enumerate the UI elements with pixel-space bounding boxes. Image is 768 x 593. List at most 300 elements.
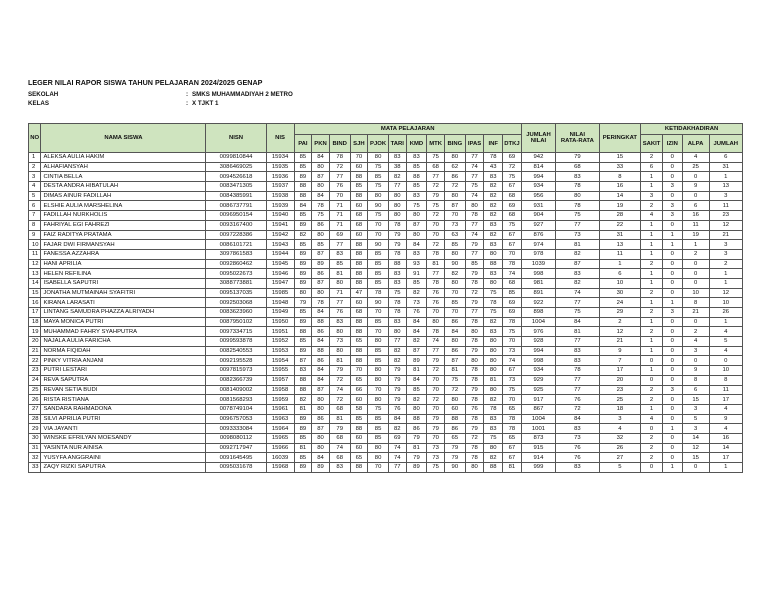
subject-score-cell: 89	[406, 463, 427, 473]
absence-cell: 8	[709, 375, 742, 385]
absence-cell: 11	[709, 201, 742, 211]
subject-score-cell: 78	[484, 404, 503, 414]
average-score-cell: 87	[556, 259, 600, 269]
total-score-cell: 917	[521, 395, 555, 405]
subject-score-cell: 72	[329, 162, 350, 172]
absence-cell: 0	[662, 288, 682, 298]
subject-score-cell: 65	[350, 375, 368, 385]
absence-cell: 10	[682, 288, 709, 298]
subject-score-cell: 83	[388, 317, 406, 327]
subject-score-cell: 72	[427, 182, 445, 192]
rank-cell: 12	[599, 327, 641, 337]
subject-score-cell: 84	[294, 201, 312, 211]
subject-score-cell: 79	[388, 375, 406, 385]
absence-cell: 2	[641, 259, 663, 269]
subject-score-cell: 75	[465, 182, 484, 192]
row-number: 28	[29, 414, 41, 424]
subject-score-cell: 60	[444, 404, 465, 414]
table-row	[29, 211, 743, 221]
subject-score-cell: 70	[444, 288, 465, 298]
subject-score-cell: 88	[350, 356, 368, 366]
subject-score-cell: 87	[444, 356, 465, 366]
subject-score-cell: 87	[406, 346, 427, 356]
rank-cell: 29	[599, 308, 641, 318]
absence-cell: 0	[662, 356, 682, 366]
nis-cell: 15963	[266, 414, 294, 424]
class-label: KELAS	[28, 100, 49, 107]
subject-score-cell: 79	[388, 230, 406, 240]
rank-cell: 27	[599, 453, 641, 463]
nis-cell: 15944	[266, 249, 294, 259]
subject-score-cell: 47	[350, 288, 368, 298]
subject-score-cell: 78	[388, 220, 406, 230]
absence-cell: 2	[641, 443, 663, 453]
student-name: YUSYFA ANGGRAINI	[41, 453, 206, 463]
student-name: ELSHIE AULIA MARSHELINA	[41, 201, 206, 211]
student-name: SANDARA RAHMADONA	[41, 404, 206, 414]
table-row	[29, 366, 743, 376]
subject-score-cell: 76	[329, 182, 350, 192]
absence-cell: 0	[682, 463, 709, 473]
average-score-cell: 83	[556, 424, 600, 434]
subject-score-cell: 81	[329, 356, 350, 366]
subject-score-cell: 89	[294, 278, 312, 288]
subject-score-cell: 79	[444, 443, 465, 453]
total-score-cell: 891	[521, 288, 555, 298]
subject-score-cell: 82	[484, 395, 503, 405]
rank-cell: 28	[599, 211, 641, 221]
absence-cell: 1	[641, 366, 663, 376]
subject-score-cell: 89	[294, 414, 312, 424]
row-number: 11	[29, 249, 41, 259]
subject-score-cell: 84	[406, 375, 427, 385]
absence-cell: 0	[662, 346, 682, 356]
row-number: 10	[29, 240, 41, 250]
subject-score-cell: 79	[427, 191, 445, 201]
subject-score-cell: 79	[388, 240, 406, 250]
average-score-cell: 79	[556, 153, 600, 163]
subject-score-cell: 74	[388, 443, 406, 453]
nisn-cell: 0084385991	[206, 191, 266, 201]
subject-score-cell: 83	[484, 424, 503, 434]
subject-score-cell: 79	[388, 366, 406, 376]
class-row	[28, 99, 744, 108]
subject-score-cell: 81	[294, 404, 312, 414]
average-score-cell: 83	[556, 172, 600, 182]
row-number: 5	[29, 191, 41, 201]
col-absence-total: JUMLAH	[709, 135, 742, 153]
absence-cell: 15	[682, 395, 709, 405]
subject-score-cell: 78	[503, 259, 522, 269]
absence-cell: 0	[662, 249, 682, 259]
student-name: FANESSA AZZAHRA	[41, 249, 206, 259]
absence-cell: 9	[682, 182, 709, 192]
subject-score-cell: 77	[465, 172, 484, 182]
subject-score-cell: 77	[465, 153, 484, 163]
absence-cell: 1	[641, 230, 663, 240]
col-subject: PKN	[312, 135, 330, 153]
rank-cell: 11	[599, 249, 641, 259]
subject-score-cell: 74	[465, 230, 484, 240]
nisn-cell: 3086469025	[206, 162, 266, 172]
subject-score-cell: 77	[465, 220, 484, 230]
average-score-cell: 68	[556, 162, 600, 172]
student-name: PUTRI LESTARI	[41, 366, 206, 376]
subject-score-cell: 74	[329, 443, 350, 453]
subject-score-cell: 88	[350, 327, 368, 337]
subject-score-cell: 67	[503, 240, 522, 250]
col-average-line1: NILAI	[569, 132, 586, 138]
subject-score-cell: 84	[406, 327, 427, 337]
student-name: FAIZ RADITYA PRATAMA	[41, 230, 206, 240]
absence-cell: 1	[709, 317, 742, 327]
subject-score-cell: 80	[388, 201, 406, 211]
subject-score-cell: 84	[312, 337, 330, 347]
subject-score-cell: 82	[388, 172, 406, 182]
subject-score-cell: 75	[388, 288, 406, 298]
subject-score-cell: 84	[312, 375, 330, 385]
table-row	[29, 317, 743, 327]
subject-score-cell: 67	[503, 443, 522, 453]
absence-cell: 9	[709, 414, 742, 424]
absence-cell: 0	[682, 317, 709, 327]
absence-cell: 2	[641, 453, 663, 463]
absence-cell: 2	[641, 201, 663, 211]
nis-cell: 16039	[266, 453, 294, 463]
subject-score-cell: 70	[503, 249, 522, 259]
subject-score-cell: 78	[329, 153, 350, 163]
table-row	[29, 259, 743, 269]
total-score-cell: 867	[521, 404, 555, 414]
subject-score-cell: 80	[484, 366, 503, 376]
absence-cell: 6	[682, 201, 709, 211]
subject-score-cell: 79	[465, 298, 484, 308]
subject-score-cell: 69	[329, 230, 350, 240]
subject-score-cell: 72	[427, 211, 445, 221]
nisn-cell: 0092503068	[206, 298, 266, 308]
subject-score-cell: 84	[312, 153, 330, 163]
subject-score-cell: 80	[312, 162, 330, 172]
subject-score-cell: 60	[350, 162, 368, 172]
average-score-cell: 83	[556, 463, 600, 473]
subject-score-cell: 80	[294, 288, 312, 298]
nis-cell: 15954	[266, 356, 294, 366]
subject-score-cell: 85	[312, 240, 330, 250]
absence-cell: 2	[641, 153, 663, 163]
subject-score-cell: 88	[312, 346, 330, 356]
average-score-cell: 83	[556, 269, 600, 279]
subject-score-cell: 69	[503, 308, 522, 318]
subject-score-cell: 81	[484, 375, 503, 385]
student-rows	[29, 153, 743, 473]
subject-score-cell: 77	[329, 240, 350, 250]
subject-score-cell: 79	[388, 395, 406, 405]
col-subject: INF	[484, 135, 503, 153]
nisn-cell: 0081568293	[206, 395, 266, 405]
subject-score-cell: 63	[444, 230, 465, 240]
nisn-cell: 0095031678	[206, 463, 266, 473]
subject-score-cell: 72	[503, 162, 522, 172]
absence-cell: 1	[641, 182, 663, 192]
subject-score-cell: 85	[368, 317, 389, 327]
subject-score-cell: 86	[444, 346, 465, 356]
subject-score-cell: 82	[484, 317, 503, 327]
nisn-cell: 0096757053	[206, 414, 266, 424]
rank-cell: 32	[599, 433, 641, 443]
nis-cell: 15941	[266, 220, 294, 230]
subject-score-cell: 79	[427, 424, 445, 434]
average-score-cell: 72	[556, 404, 600, 414]
subject-score-cell: 75	[368, 211, 389, 221]
subject-score-cell: 80	[465, 327, 484, 337]
absence-cell: 25	[682, 162, 709, 172]
absence-cell: 1	[662, 298, 682, 308]
subject-score-cell: 82	[294, 230, 312, 240]
nis-cell: 15985	[266, 288, 294, 298]
absence-cell: 0	[662, 278, 682, 288]
subject-score-cell: 79	[329, 366, 350, 376]
absence-cell: 1	[641, 346, 663, 356]
subject-score-cell: 88	[294, 385, 312, 395]
subject-score-cell: 75	[406, 201, 427, 211]
subject-score-cell: 88	[350, 278, 368, 288]
nisn-cell: 0078749104	[206, 404, 266, 414]
subject-score-cell: 70	[427, 308, 445, 318]
total-score-cell: 994	[521, 172, 555, 182]
subject-score-cell: 85	[406, 162, 427, 172]
table-row	[29, 308, 743, 318]
col-total-line2: NILAI	[530, 138, 547, 144]
subject-score-cell: 85	[368, 356, 389, 366]
subject-score-cell: 80	[484, 443, 503, 453]
total-score-cell: 1001	[521, 424, 555, 434]
total-score-cell: 956	[521, 191, 555, 201]
subject-score-cell: 79	[465, 424, 484, 434]
table-row	[29, 249, 743, 259]
absence-cell: 1	[641, 404, 663, 414]
nis-cell: 15935	[266, 162, 294, 172]
colon: :	[186, 100, 189, 107]
nisn-cell: 3088773881	[206, 278, 266, 288]
subject-score-cell: 68	[503, 191, 522, 201]
subject-score-cell: 78	[465, 278, 484, 288]
subject-score-cell: 88	[406, 414, 427, 424]
subject-score-cell: 78	[503, 317, 522, 327]
row-number: 14	[29, 278, 41, 288]
rank-cell: 33	[599, 162, 641, 172]
subject-score-cell: 84	[312, 366, 330, 376]
col-subject: PJOK	[368, 135, 389, 153]
subject-score-cell: 79	[465, 385, 484, 395]
subject-score-cell: 70	[427, 385, 445, 395]
absence-cell: 0	[662, 317, 682, 327]
absence-cell: 17	[709, 453, 742, 463]
absence-cell: 16	[682, 211, 709, 221]
nis-cell: 15934	[266, 153, 294, 163]
absence-cell: 15	[682, 453, 709, 463]
table-row	[29, 337, 743, 347]
absence-cell: 6	[709, 153, 742, 163]
nisn-cell: 0093167400	[206, 220, 266, 230]
subject-score-cell: 78	[388, 308, 406, 318]
subject-score-cell: 70	[350, 153, 368, 163]
subject-score-cell: 82	[406, 288, 427, 298]
subject-score-cell: 75	[427, 201, 445, 211]
subject-score-cell: 78	[368, 288, 389, 298]
row-number: 29	[29, 424, 41, 434]
absence-cell: 6	[682, 385, 709, 395]
subject-score-cell: 89	[294, 269, 312, 279]
rank-cell: 9	[599, 346, 641, 356]
subject-score-cell: 70	[444, 308, 465, 318]
subject-score-cell: 89	[294, 317, 312, 327]
absence-cell: 1	[641, 269, 663, 279]
absence-cell: 4	[682, 153, 709, 163]
subject-score-cell: 79	[294, 298, 312, 308]
table-row	[29, 191, 743, 201]
subject-score-cell: 79	[329, 424, 350, 434]
subject-score-cell: 73	[406, 298, 427, 308]
average-score-cell: 74	[556, 288, 600, 298]
subject-score-cell: 85	[294, 240, 312, 250]
rank-cell: 23	[599, 385, 641, 395]
absence-cell: 0	[662, 327, 682, 337]
subject-score-cell: 88	[406, 172, 427, 182]
average-score-cell: 78	[556, 201, 600, 211]
col-absence-group: KETIDAKHADIRAN	[641, 124, 743, 135]
absence-cell: 12	[709, 288, 742, 298]
subject-score-cell: 85	[294, 153, 312, 163]
absence-cell: 11	[709, 385, 742, 395]
subject-score-cell: 82	[406, 337, 427, 347]
subject-score-cell: 85	[368, 433, 389, 443]
subject-score-cell: 91	[406, 269, 427, 279]
average-score-cell: 77	[556, 220, 600, 230]
col-average-line2: RATA-RATA	[560, 138, 594, 144]
subject-score-cell: 60	[350, 230, 368, 240]
absence-cell: 0	[682, 356, 709, 366]
subject-score-cell: 83	[329, 249, 350, 259]
absence-cell: 2	[641, 327, 663, 337]
absence-cell: 5	[709, 337, 742, 347]
average-score-cell: 84	[556, 317, 600, 327]
subject-score-cell: 80	[329, 327, 350, 337]
subject-score-cell: 87	[312, 172, 330, 182]
rank-cell: 26	[599, 443, 641, 453]
average-score-cell: 73	[556, 433, 600, 443]
total-score-cell: 1004	[521, 317, 555, 327]
student-name: REVA SAPUTRA	[41, 375, 206, 385]
absence-cell: 8	[682, 375, 709, 385]
subject-score-cell: 74	[503, 356, 522, 366]
absence-cell: 6	[641, 162, 663, 172]
subject-score-cell: 85	[294, 433, 312, 443]
total-score-cell: 998	[521, 269, 555, 279]
absence-cell: 1	[641, 337, 663, 347]
subject-score-cell: 80	[444, 395, 465, 405]
subject-score-cell: 70	[368, 463, 389, 473]
subject-score-cell: 70	[427, 230, 445, 240]
absence-cell: 4	[641, 211, 663, 221]
table-row	[29, 375, 743, 385]
student-name: SILVI APRILIA PUTRI	[41, 414, 206, 424]
subject-score-cell: 84	[312, 453, 330, 463]
school-value: SMKS MUHAMMADIYAH 2 METRO	[192, 91, 293, 98]
absence-cell: 4	[682, 337, 709, 347]
rank-cell: 22	[599, 220, 641, 230]
absence-cell: 12	[682, 443, 709, 453]
absence-cell: 0	[682, 278, 709, 288]
absence-cell: 3	[662, 201, 682, 211]
subject-score-cell: 81	[329, 269, 350, 279]
subject-score-cell: 83	[388, 269, 406, 279]
subject-score-cell: 72	[427, 395, 445, 405]
subject-score-cell: 79	[444, 453, 465, 463]
subject-score-cell: 38	[388, 162, 406, 172]
col-subject: BING	[444, 135, 465, 153]
subject-score-cell: 79	[465, 346, 484, 356]
average-score-cell: 82	[556, 278, 600, 288]
total-score-cell: 934	[521, 366, 555, 376]
subject-score-cell: 86	[312, 220, 330, 230]
nisn-cell: 0081409002	[206, 385, 266, 395]
subject-score-cell: 78	[503, 414, 522, 424]
student-name: LINTANG SAMUDRA PHAZZA ALRIYADH	[41, 308, 206, 318]
subject-score-cell: 86	[444, 317, 465, 327]
row-number: 6	[29, 201, 41, 211]
subject-score-cell: 75	[312, 211, 330, 221]
table-row	[29, 172, 743, 182]
subject-score-cell: 75	[484, 433, 503, 443]
subject-score-cell: 88	[294, 191, 312, 201]
subject-score-cell: 78	[503, 424, 522, 434]
table-row	[29, 346, 743, 356]
subject-score-cell: 70	[350, 366, 368, 376]
subject-score-cell: 88	[294, 182, 312, 192]
nis-cell: 15951	[266, 327, 294, 337]
report-title: LEGER NILAI RAPOR SISWA TAHUN PELAJARAN 2024/2025 GENAP	[28, 78, 263, 87]
table-row	[29, 182, 743, 192]
total-score-cell: 904	[521, 211, 555, 221]
subject-score-cell: 88	[294, 375, 312, 385]
subject-score-cell: 89	[294, 249, 312, 259]
subject-score-cell: 82	[484, 211, 503, 221]
table-row	[29, 327, 743, 337]
absence-cell: 0	[662, 191, 682, 201]
student-name: DESTA ANDRA HIBATULAH	[41, 182, 206, 192]
nis-cell: 15955	[266, 366, 294, 376]
average-score-cell: 77	[556, 385, 600, 395]
absence-cell: 0	[662, 259, 682, 269]
subject-score-cell: 79	[427, 414, 445, 424]
table-row	[29, 201, 743, 211]
subject-score-cell: 77	[388, 463, 406, 473]
nisn-cell: 0086101721	[206, 240, 266, 250]
subject-score-cell: 68	[350, 211, 368, 221]
rank-cell: 1	[599, 259, 641, 269]
absence-cell: 17	[709, 395, 742, 405]
row-number: 1	[29, 153, 41, 163]
colon: :	[186, 91, 189, 98]
absence-cell: 3	[682, 424, 709, 434]
nisn-cell: 3097861583	[206, 249, 266, 259]
subject-score-cell: 76	[427, 288, 445, 298]
row-number: 7	[29, 211, 41, 221]
table-row	[29, 278, 743, 288]
subject-score-cell: 85	[444, 298, 465, 308]
average-score-cell: 76	[556, 395, 600, 405]
student-name: ALEKSA AULIA HAKIM	[41, 153, 206, 163]
